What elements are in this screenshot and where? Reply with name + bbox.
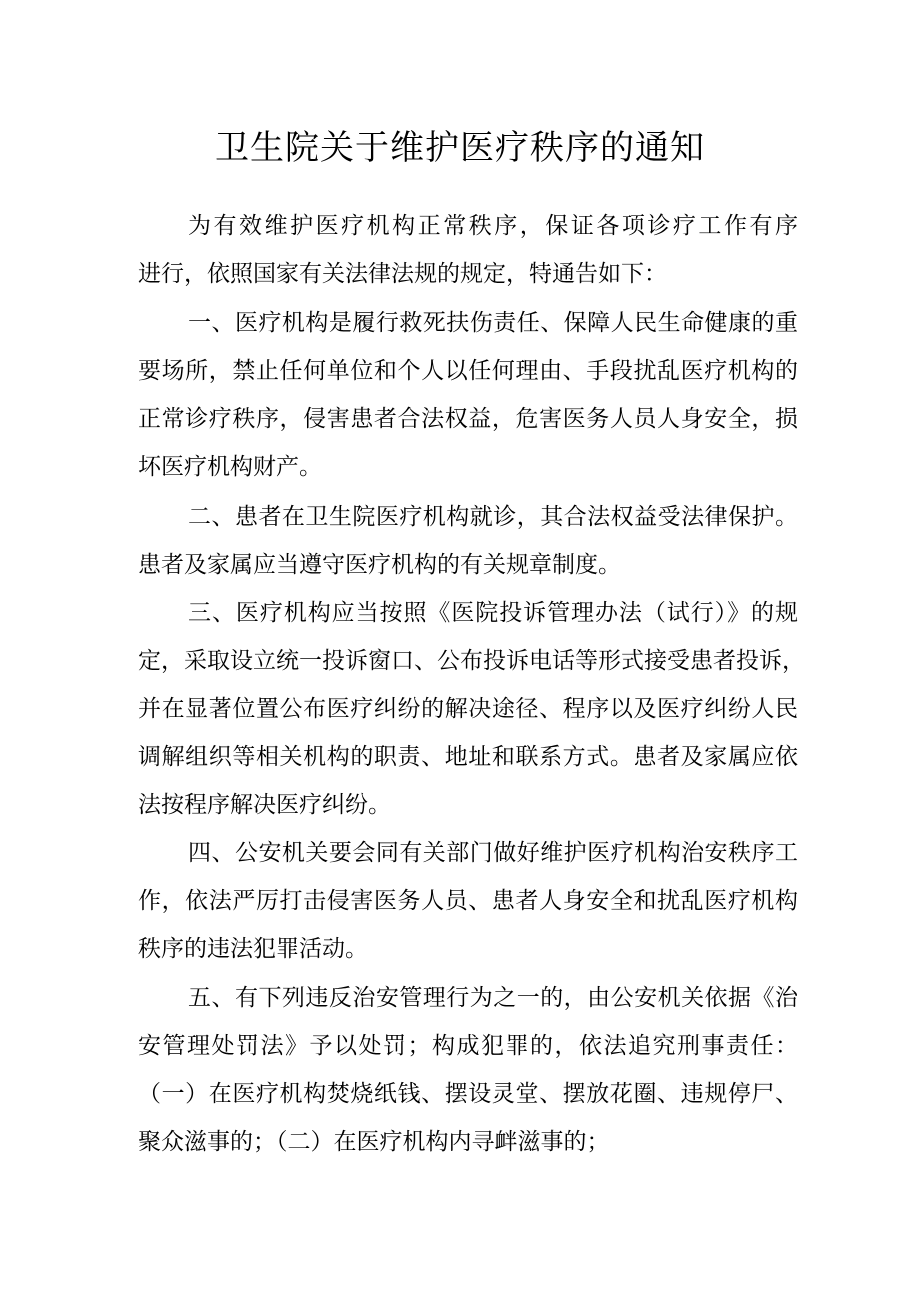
paragraph-5-line-4: 聚众滋事的；（二）在医疗机构内寻衅滋事的； — [138, 1129, 610, 1155]
paragraph-intro-line-1: 为有效维护医疗机构正常秩序，保证各项诊疗工作有序 — [188, 213, 798, 239]
paragraph-1-line-1: 一、医疗机构是履行救死扶伤责任、保障人民生命健康的重 — [188, 310, 798, 336]
paragraph-1-line-2: 要场所，禁止任何单位和个人以任何理由、手段扰乱医疗机构的 — [138, 358, 798, 384]
paragraph-4-line-1: 四、公安机关要会同有关部门做好维护医疗机构治安秩序工 — [188, 840, 798, 866]
paragraph-3-line-2: 定，采取设立统一投诉窗口、公布投诉电话等形式接受患者投诉， — [138, 648, 805, 674]
paragraph-3-line-1: 三、医疗机构应当按照《医院投诉管理办法（试行）》的规 — [188, 600, 798, 626]
paragraph-2-line-1: 二、患者在卫生院医疗机构就诊，其合法权益受法律保护。 — [188, 504, 798, 530]
paragraph-intro-line-2: 进行，依照国家有关法律法规的规定，特通告如下： — [138, 261, 667, 287]
paragraph-5-line-3: （一）在医疗机构焚烧纸钱、摆设灵堂、摆放花圈、违规停尸、 — [138, 1081, 798, 1107]
paragraph-3-line-5: 法按程序解决医疗纠纷。 — [138, 792, 391, 818]
paragraph-2-line-2: 患者及家属应当遵守医疗机构的有关规章制度。 — [138, 552, 621, 578]
paragraph-4-line-3: 秩序的违法犯罪活动。 — [138, 936, 368, 962]
paragraph-1-line-3: 正常诊疗秩序，侵害患者合法权益，危害医务人员人身安全，损 — [138, 406, 798, 432]
paragraph-5-line-2: 安管理处罚法》予以处罚；构成犯罪的，依法追究刑事责任： — [138, 1033, 798, 1059]
paragraph-1-line-4: 坏医疗机构财产。 — [138, 454, 322, 480]
paragraph-5-line-1: 五、有下列违反治安管理行为之一的，由公安机关依据《治 — [188, 985, 798, 1011]
paragraph-3-line-4: 调解组织等相关机构的职责、地址和联系方式。患者及家属应依 — [138, 744, 798, 770]
paragraph-3-line-3: 并在显著位置公布医疗纠纷的解决途径、程序以及医疗纠纷人民 — [138, 696, 798, 722]
paragraph-4-line-2: 作，依法严厉打击侵害医务人员、患者人身安全和扰乱医疗机构 — [138, 888, 798, 914]
document-title: 卫生院关于维护医疗秩序的通知 — [215, 128, 705, 168]
